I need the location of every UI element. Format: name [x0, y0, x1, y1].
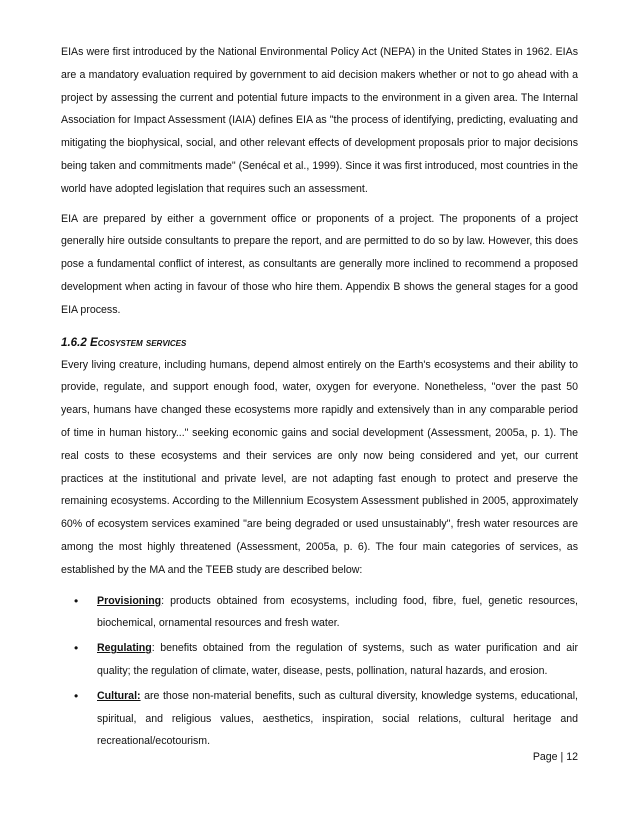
list-item-provisioning: [61, 590, 578, 636]
paragraph-eia-preparation: EIA are prepared by either a government office or proponents of a project. The proponents of a project generally hire outside consultants to prepare the report, and are permitted to do so by law. However, this does pose a fundamental conflict of interest, as consultants are generally more inclined to recommend a proposed development when acting in favour of those who hire them. Appendix B shows the general stages for a good EIA process.: [61, 212, 578, 316]
page-number: Page | 12: [532, 751, 578, 763]
bullet-term: Regulating: [97, 642, 152, 655]
section-heading: [61, 332, 578, 354]
bullet-text: : benefits obtained from the regulation of systems, such as water purification and air quality; the regulation of climate, water, disease, pests, pollination, natural hazards, and erosion.: [97, 642, 578, 677]
bullet-term: Cultural:: [97, 689, 141, 702]
section-number: 1.6.2: [61, 335, 87, 349]
document-page: [61, 41, 578, 755]
bullet-text: : products obtained from ecosystems, including food, fibre, fuel, genetic resources, biochemical, ornamental resources and fresh water.: [97, 594, 578, 630]
paragraph-eia-intro: EIAs were first introduced by the National Environmental Policy Act (NEPA) in the United States in 1962. EIAs are a mandatory evaluation required by government to aid decision makers whether or not to go ahead with a project by assessing the current and potential future impacts to the environment in a given area. The Internal Association for Impact Assessment (IAIA) defines EIA as "the process of identifying, predicting, evaluating and mitigating the biophysical, social, and other relevant effects of development proposals prior to major decisions being taken and commitments made" (Senécal et al., 1999). Since it was first introduced, most countries in the world have adopted legislation that requires such an assessment.: [61, 46, 578, 195]
services-list: [61, 590, 578, 754]
bullet-term: Provisioning: [97, 594, 162, 607]
list-item-cultural: [61, 685, 578, 753]
paragraph-ecosystem-services: Every living creature, including humans, depend almost entirely on the Earth's ecosystems and their ability to provide, regulate, and support enough food, water, oxygen for everyone. Nonetheless, "over the past 50 years, humans have changed these ecosystems more rapidly and extensively than in any comparable period of time in human history..." seeking economic gains and social development (Assessment, 2005a, p. 1). The real costs to these ecosystems and their services are only now being considered and yet, our current practices at the institutional and private level, are not adapting fast enough to protect and preserve the remaining ecosystems. According to the Millennium Ecosystem Assessment published in 2005, approximately 60% of ecosystem services examined "are being degraded or used unsustainably", fresh water resources are among the most highly threatened (Assessment, 2005a, p. 6). The four main categories of services, as established by the MA and the TEEB study are described below:: [61, 358, 578, 576]
bullet-icon: •: [74, 688, 79, 703]
bullet-icon: •: [74, 593, 79, 608]
bullet-text: are those non-material benefits, such as cultural diversity, knowledge systems, educational, spiritual, and religious values, aesthetics, inspiration, social relations, cultural heritage and recreational/ecotourism.: [97, 689, 578, 748]
bullet-icon: •: [74, 641, 79, 656]
section-title: Ecosystem services: [90, 335, 187, 349]
list-item-regulating: [61, 637, 578, 683]
